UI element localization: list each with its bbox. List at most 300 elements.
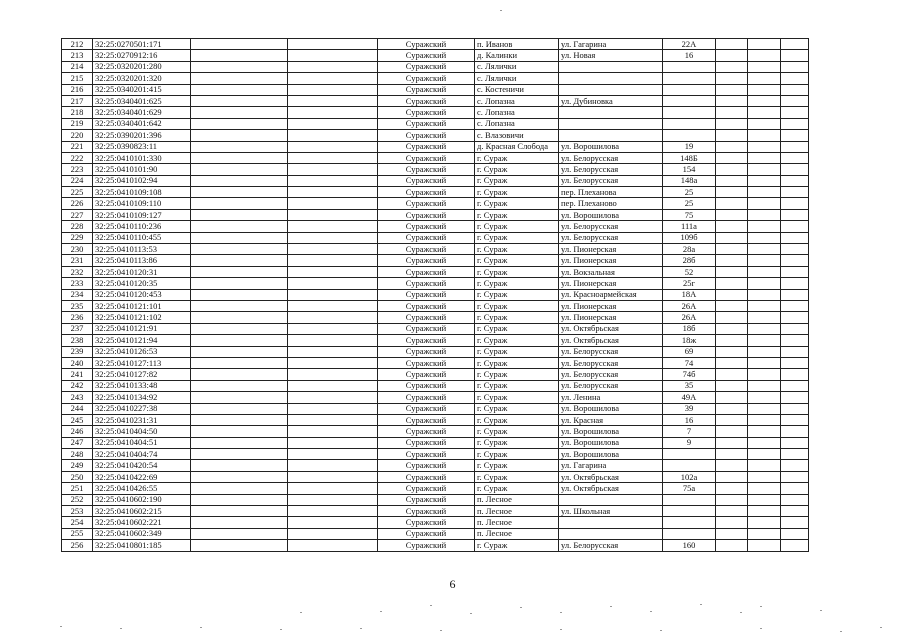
- street: [559, 118, 663, 129]
- empty-cell: [748, 221, 781, 232]
- street: ул. Ворошилова: [559, 437, 663, 448]
- district: Суражский: [378, 118, 475, 129]
- empty-cell: [781, 357, 809, 368]
- row-number: 217: [62, 95, 93, 106]
- settlement: г. Сураж: [475, 460, 559, 471]
- cadastral-number: 32:25:0410602:349: [93, 528, 191, 539]
- empty-cell: [716, 84, 748, 95]
- cadastral-number: 32:25:0410420:54: [93, 460, 191, 471]
- empty-cell: [748, 380, 781, 391]
- settlement: п. Лесное: [475, 528, 559, 539]
- row-number: 226: [62, 198, 93, 209]
- settlement: с. Влазовичи: [475, 130, 559, 141]
- street: ул. Пионерская: [559, 278, 663, 289]
- empty-cell: [716, 244, 748, 255]
- empty-cell: [288, 244, 378, 255]
- empty-cell: [748, 198, 781, 209]
- empty-cell: [781, 198, 809, 209]
- district: Суражский: [378, 517, 475, 528]
- row-number: 215: [62, 73, 93, 84]
- row-number: 238: [62, 335, 93, 346]
- empty-cell: [191, 187, 288, 198]
- scan-speck: [440, 630, 442, 631]
- table-row: [62, 130, 809, 141]
- cadastral-number: 32:25:0390823:11: [93, 141, 191, 152]
- empty-cell: [716, 39, 748, 50]
- empty-cell: [288, 209, 378, 220]
- row-number: 252: [62, 494, 93, 505]
- row-number: 247: [62, 437, 93, 448]
- row-number: 212: [62, 39, 93, 50]
- empty-cell: [288, 95, 378, 106]
- table-row: [62, 380, 809, 391]
- cadastral-number: 32:25:0410134:92: [93, 392, 191, 403]
- settlement: г. Сураж: [475, 278, 559, 289]
- cadastral-number: 32:25:0410404:51: [93, 437, 191, 448]
- cadastral-number: 32:25:0410127:82: [93, 369, 191, 380]
- empty-cell: [288, 369, 378, 380]
- empty-cell: [288, 278, 378, 289]
- empty-cell: [191, 209, 288, 220]
- settlement: г. Сураж: [475, 369, 559, 380]
- empty-cell: [288, 175, 378, 186]
- row-number: 232: [62, 266, 93, 277]
- cadastral-number: 32:25:0340401:629: [93, 107, 191, 118]
- house-number: 35: [663, 380, 716, 391]
- empty-cell: [716, 221, 748, 232]
- cadastral-number: 32:25:0340201:415: [93, 84, 191, 95]
- settlement: г. Сураж: [475, 152, 559, 163]
- scan-speck: [200, 627, 202, 628]
- empty-cell: [716, 380, 748, 391]
- empty-cell: [191, 449, 288, 460]
- district: Суражский: [378, 187, 475, 198]
- row-number: 235: [62, 300, 93, 311]
- street: [559, 130, 663, 141]
- scan-speck: [500, 10, 502, 11]
- table-row: [62, 84, 809, 95]
- empty-cell: [748, 323, 781, 334]
- street: ул. Белорусская: [559, 164, 663, 175]
- house-number: 28а: [663, 244, 716, 255]
- settlement: г. Сураж: [475, 471, 559, 482]
- row-number: 248: [62, 449, 93, 460]
- empty-cell: [288, 152, 378, 163]
- house-number: 39: [663, 403, 716, 414]
- empty-cell: [288, 483, 378, 494]
- settlement: г. Сураж: [475, 164, 559, 175]
- empty-cell: [748, 278, 781, 289]
- settlement: г. Сураж: [475, 335, 559, 346]
- table-row: [62, 460, 809, 471]
- cadastral-number: 32:25:0270501:171: [93, 39, 191, 50]
- cadastral-number: 32:25:0410110:455: [93, 232, 191, 243]
- empty-cell: [748, 61, 781, 72]
- empty-cell: [781, 403, 809, 414]
- table-row: [62, 164, 809, 175]
- district: Суражский: [378, 232, 475, 243]
- empty-cell: [781, 506, 809, 517]
- empty-cell: [748, 107, 781, 118]
- house-number: 19: [663, 141, 716, 152]
- cadastral-number: 32:25:0340401:642: [93, 118, 191, 129]
- empty-cell: [191, 61, 288, 72]
- cadastral-number: 32:25:0410113:53: [93, 244, 191, 255]
- empty-cell: [288, 346, 378, 357]
- empty-cell: [716, 517, 748, 528]
- street: ул. Октябрьская: [559, 471, 663, 482]
- row-number: 225: [62, 187, 93, 198]
- scan-speck: [360, 628, 362, 629]
- row-number: 224: [62, 175, 93, 186]
- empty-cell: [191, 255, 288, 266]
- empty-cell: [716, 471, 748, 482]
- empty-cell: [781, 540, 809, 551]
- settlement: г. Сураж: [475, 312, 559, 323]
- empty-cell: [748, 255, 781, 266]
- table-row: [62, 346, 809, 357]
- house-number: 16: [663, 50, 716, 61]
- street: [559, 84, 663, 95]
- house-number: 25: [663, 187, 716, 198]
- table-row: [62, 152, 809, 163]
- settlement: г. Сураж: [475, 266, 559, 277]
- empty-cell: [781, 517, 809, 528]
- empty-cell: [288, 471, 378, 482]
- house-number: 7: [663, 426, 716, 437]
- empty-cell: [748, 528, 781, 539]
- street: ул. Белорусская: [559, 380, 663, 391]
- district: Суражский: [378, 244, 475, 255]
- row-number: 241: [62, 369, 93, 380]
- district: Суражский: [378, 335, 475, 346]
- settlement: с. Костеничи: [475, 84, 559, 95]
- settlement: г. Сураж: [475, 221, 559, 232]
- street: ул. Новая: [559, 50, 663, 61]
- empty-cell: [191, 335, 288, 346]
- empty-cell: [191, 118, 288, 129]
- empty-cell: [781, 39, 809, 50]
- empty-cell: [716, 540, 748, 551]
- empty-cell: [716, 300, 748, 311]
- cadastral-number: 32:25:0410109:108: [93, 187, 191, 198]
- empty-cell: [288, 255, 378, 266]
- street: пер. Плеханово: [559, 198, 663, 209]
- empty-cell: [716, 187, 748, 198]
- empty-cell: [748, 483, 781, 494]
- empty-cell: [781, 61, 809, 72]
- district: Суражский: [378, 357, 475, 368]
- empty-cell: [781, 130, 809, 141]
- empty-cell: [716, 335, 748, 346]
- empty-cell: [781, 73, 809, 84]
- scan-speck: [60, 626, 62, 627]
- table-row: [62, 255, 809, 266]
- empty-cell: [288, 130, 378, 141]
- table-body: [62, 39, 809, 552]
- street: ул. Белорусская: [559, 152, 663, 163]
- table-row: [62, 73, 809, 84]
- empty-cell: [191, 380, 288, 391]
- empty-cell: [716, 449, 748, 460]
- table-row: [62, 198, 809, 209]
- house-number: 28б: [663, 255, 716, 266]
- empty-cell: [191, 244, 288, 255]
- empty-cell: [288, 437, 378, 448]
- empty-cell: [191, 540, 288, 551]
- district: Суражский: [378, 369, 475, 380]
- cadastral-number: 32:25:0410121:102: [93, 312, 191, 323]
- settlement: г. Сураж: [475, 209, 559, 220]
- cadastral-number: 32:25:0320201:320: [93, 73, 191, 84]
- empty-cell: [748, 426, 781, 437]
- empty-cell: [716, 483, 748, 494]
- empty-cell: [781, 50, 809, 61]
- settlement: г. Сураж: [475, 483, 559, 494]
- empty-cell: [748, 73, 781, 84]
- row-number: 218: [62, 107, 93, 118]
- empty-cell: [748, 209, 781, 220]
- empty-cell: [748, 266, 781, 277]
- street: [559, 107, 663, 118]
- settlement: г. Сураж: [475, 323, 559, 334]
- empty-cell: [748, 449, 781, 460]
- district: Суражский: [378, 73, 475, 84]
- empty-cell: [781, 84, 809, 95]
- table-row: [62, 175, 809, 186]
- settlement: с. Лялички: [475, 61, 559, 72]
- settlement: п. Лесное: [475, 494, 559, 505]
- empty-cell: [716, 414, 748, 425]
- empty-cell: [288, 232, 378, 243]
- table-row: [62, 357, 809, 368]
- empty-cell: [716, 392, 748, 403]
- house-number: 26А: [663, 312, 716, 323]
- empty-cell: [288, 266, 378, 277]
- house-number: 102а: [663, 471, 716, 482]
- empty-cell: [288, 164, 378, 175]
- table-row: [62, 483, 809, 494]
- district: Суражский: [378, 198, 475, 209]
- empty-cell: [748, 437, 781, 448]
- street: [559, 517, 663, 528]
- empty-cell: [781, 437, 809, 448]
- empty-cell: [716, 346, 748, 357]
- table-row: [62, 95, 809, 106]
- district: Суражский: [378, 164, 475, 175]
- row-number: 234: [62, 289, 93, 300]
- district: Суражский: [378, 300, 475, 311]
- district: Суражский: [378, 494, 475, 505]
- scan-speck: [300, 612, 302, 613]
- street: ул. Гагарина: [559, 460, 663, 471]
- district: Суражский: [378, 107, 475, 118]
- row-number: 221: [62, 141, 93, 152]
- settlement: п. Лесное: [475, 517, 559, 528]
- scan-speck: [760, 606, 762, 607]
- empty-cell: [781, 278, 809, 289]
- empty-cell: [191, 528, 288, 539]
- empty-cell: [191, 39, 288, 50]
- table-row: [62, 323, 809, 334]
- district: Суражский: [378, 221, 475, 232]
- empty-cell: [748, 540, 781, 551]
- empty-cell: [288, 312, 378, 323]
- table-row: [62, 494, 809, 505]
- empty-cell: [191, 392, 288, 403]
- empty-cell: [748, 494, 781, 505]
- cadastral-number: 32:25:0320201:280: [93, 61, 191, 72]
- district: Суражский: [378, 426, 475, 437]
- table-row: [62, 403, 809, 414]
- empty-cell: [288, 39, 378, 50]
- empty-cell: [191, 73, 288, 84]
- house-number: 148Б: [663, 152, 716, 163]
- house-number: [663, 130, 716, 141]
- cadastral-number: 32:25:0390201:396: [93, 130, 191, 141]
- house-number: 16: [663, 414, 716, 425]
- house-number: [663, 61, 716, 72]
- settlement: с. Лялички: [475, 73, 559, 84]
- house-number: 25: [663, 198, 716, 209]
- house-number: [663, 494, 716, 505]
- empty-cell: [748, 152, 781, 163]
- scan-speck: [610, 606, 612, 607]
- street: ул. Октябрьская: [559, 483, 663, 494]
- empty-cell: [716, 232, 748, 243]
- district: Суражский: [378, 460, 475, 471]
- table-row: [62, 221, 809, 232]
- empty-cell: [288, 494, 378, 505]
- empty-cell: [288, 84, 378, 95]
- table-row: [62, 335, 809, 346]
- cadastral-number: 32:25:0340401:625: [93, 95, 191, 106]
- cadastral-number: 32:25:0410121:91: [93, 323, 191, 334]
- empty-cell: [748, 369, 781, 380]
- empty-cell: [191, 426, 288, 437]
- row-number: 240: [62, 357, 93, 368]
- street: ул. Пионерская: [559, 255, 663, 266]
- settlement: г. Сураж: [475, 300, 559, 311]
- house-number: 18ж: [663, 335, 716, 346]
- empty-cell: [716, 494, 748, 505]
- house-number: 74б: [663, 369, 716, 380]
- table-row: [62, 392, 809, 403]
- table-row: [62, 118, 809, 129]
- empty-cell: [748, 517, 781, 528]
- street: ул. Ворошилова: [559, 141, 663, 152]
- street: ул. Октябрьская: [559, 323, 663, 334]
- cadastral-number: 32:25:0410101:330: [93, 152, 191, 163]
- empty-cell: [288, 73, 378, 84]
- street: ул. Пионерская: [559, 244, 663, 255]
- empty-cell: [716, 61, 748, 72]
- empty-cell: [288, 198, 378, 209]
- settlement: г. Сураж: [475, 244, 559, 255]
- row-number: 213: [62, 50, 93, 61]
- empty-cell: [191, 483, 288, 494]
- cadastral-number: 32:25:0410404:50: [93, 426, 191, 437]
- district: Суражский: [378, 152, 475, 163]
- empty-cell: [716, 460, 748, 471]
- street: ул. Вокзальная: [559, 266, 663, 277]
- cadastral-number: 32:25:0410127:113: [93, 357, 191, 368]
- row-number: 243: [62, 392, 93, 403]
- street: ул. Ворошилова: [559, 209, 663, 220]
- empty-cell: [191, 141, 288, 152]
- settlement: с. Лопазна: [475, 95, 559, 106]
- house-number: 148а: [663, 175, 716, 186]
- empty-cell: [748, 118, 781, 129]
- cadastral-number: 32:25:0410602:215: [93, 506, 191, 517]
- empty-cell: [716, 50, 748, 61]
- street: пер. Плеханова: [559, 187, 663, 198]
- empty-cell: [716, 528, 748, 539]
- district: Суражский: [378, 266, 475, 277]
- district: Суражский: [378, 392, 475, 403]
- street: [559, 73, 663, 84]
- scan-speck: [820, 610, 822, 611]
- empty-cell: [781, 414, 809, 425]
- table-row: [62, 528, 809, 539]
- table-row: [62, 244, 809, 255]
- empty-cell: [191, 517, 288, 528]
- house-number: 18б: [663, 323, 716, 334]
- empty-cell: [748, 312, 781, 323]
- empty-cell: [288, 449, 378, 460]
- street: ул. Пионерская: [559, 312, 663, 323]
- house-number: [663, 460, 716, 471]
- empty-cell: [716, 369, 748, 380]
- table-row: [62, 426, 809, 437]
- empty-cell: [748, 506, 781, 517]
- empty-cell: [288, 323, 378, 334]
- street: ул. Ворошилова: [559, 403, 663, 414]
- settlement: г. Сураж: [475, 414, 559, 425]
- empty-cell: [781, 369, 809, 380]
- table-row: [62, 39, 809, 50]
- empty-cell: [288, 528, 378, 539]
- district: Суражский: [378, 289, 475, 300]
- street: ул. Белорусская: [559, 540, 663, 551]
- cadastral-number: 32:25:0410426:55: [93, 483, 191, 494]
- table-row: [62, 312, 809, 323]
- table-row: [62, 266, 809, 277]
- empty-cell: [191, 414, 288, 425]
- empty-cell: [781, 449, 809, 460]
- empty-cell: [781, 244, 809, 255]
- street: [559, 494, 663, 505]
- table-row: [62, 278, 809, 289]
- empty-cell: [288, 141, 378, 152]
- empty-cell: [716, 95, 748, 106]
- row-number: 214: [62, 61, 93, 72]
- empty-cell: [716, 266, 748, 277]
- empty-cell: [191, 471, 288, 482]
- row-number: 237: [62, 323, 93, 334]
- empty-cell: [748, 289, 781, 300]
- row-number: 223: [62, 164, 93, 175]
- table-row: [62, 437, 809, 448]
- empty-cell: [748, 130, 781, 141]
- empty-cell: [191, 266, 288, 277]
- empty-cell: [748, 232, 781, 243]
- table-row: [62, 141, 809, 152]
- table-row: [62, 414, 809, 425]
- table-row: [62, 50, 809, 61]
- row-number: 254: [62, 517, 93, 528]
- empty-cell: [716, 289, 748, 300]
